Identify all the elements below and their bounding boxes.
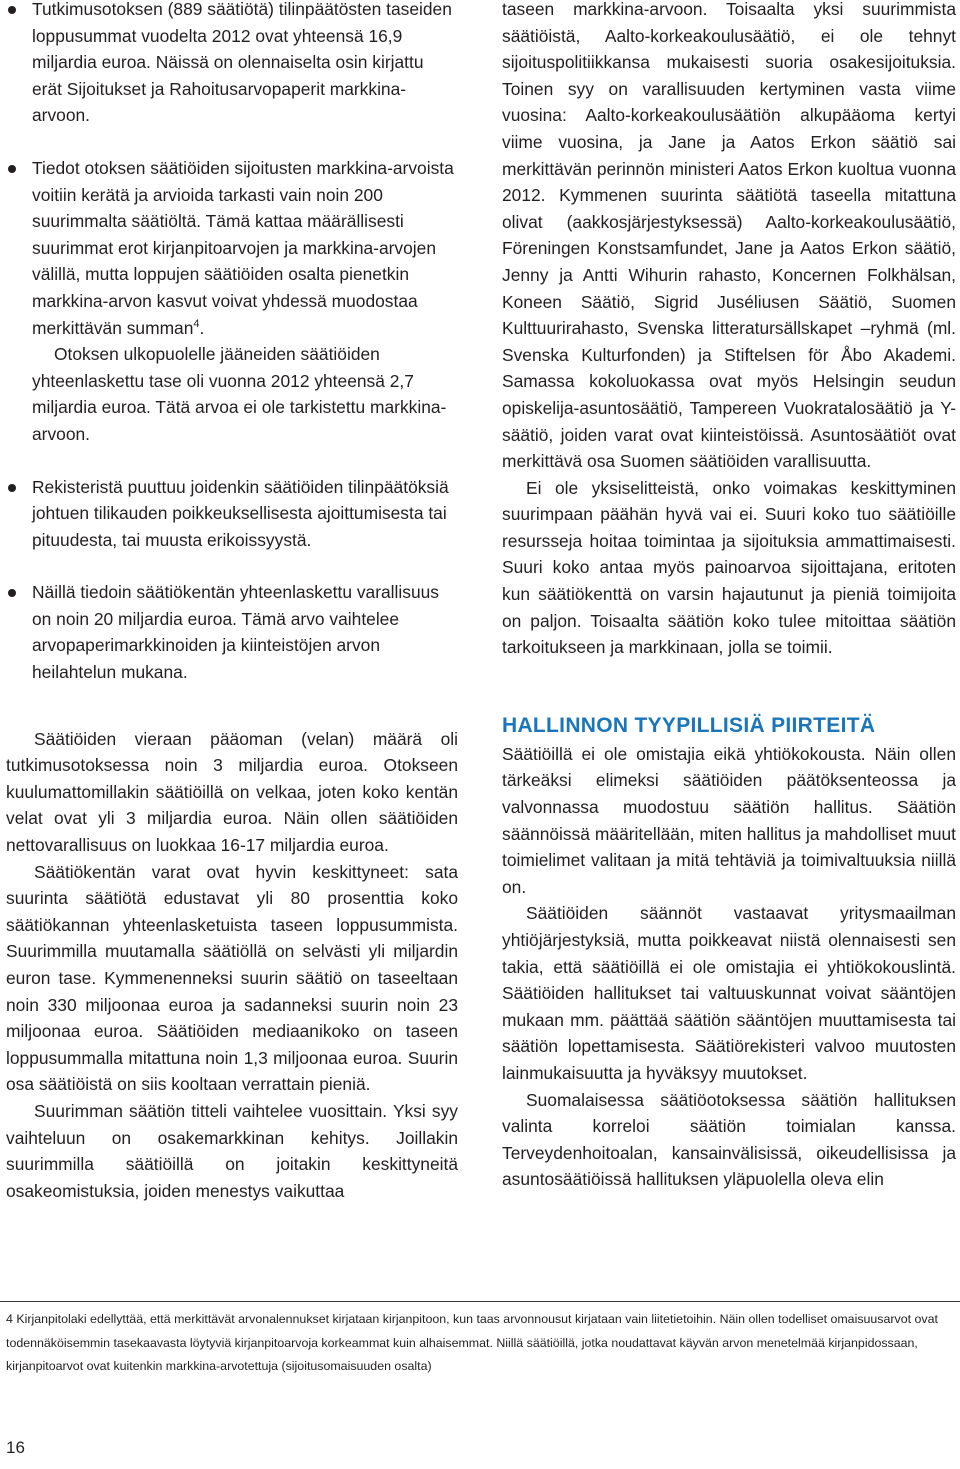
paragraph: Säätiökentän varat ovat hyvin keskittyneet: sata suurinta säätiötä edustavat yli 80 prosenttia koko säätiökannan yhteenlasketuista taseen loppusummista. Suurimmilla muutamalla säätiöllä on selvästi yli miljardin euron tase. Kymmenenneksi suurin säätiö on taseeltaan noin 330 miljoonaa euroa ja sadanneksi suurin noin 23 miljoonaa euroa. Säätiöiden mediaanikoko on taseen loppusummalla mitattuna noin 1,3 miljoonaa euroa. Suurin osa säätiöistä on siis kooltaan verrattain pieniä. [6, 861, 458, 1095]
bullet-text: Rekisteristä puuttuu joidenkin säätiöiden tilinpäätöksiä johtuen tilikauden poikkeuksellisesta ajoittumisesta tai pituudesta, tai muusta erikoissyystä. [32, 476, 449, 550]
footnote-ref[interactable]: 4 [193, 317, 200, 330]
bullet-item [6, 0, 458, 129]
bullet-item [6, 155, 458, 448]
bullet-text: Tutkimusotoksen (889 säätiötä) tilinpäätösten taseiden loppusummat vuodelta 2012 ovat yhteensä 16,9 miljardia euroa. Näissä on olennaiselta osin kirjattu erät Sijoitukset ja Rahoitusarvopaperit markkina-arvoon. [32, 0, 452, 126]
footnote-number: 4 [6, 1312, 13, 1326]
bullet-text-tail: . [199, 317, 205, 338]
bullet-list [6, 0, 458, 686]
bullet-item [6, 474, 458, 554]
body-text [6, 726, 458, 1205]
paragraph: taseen markkina-arvoon. Toisaalta yksi suurimmista säätiöistä, Aalto-korkeakoulusäätiö, ei ole tehnyt sijoituspolitiikkansa mukaisesti suoria osakesijoituksia. Toinen syy on varallisuuden kertyminen vasta viime vuosina: Aalto-korkeakoulusäätiön alkupääoma kertyi viime vuosina, ja Jane ja Aatos Erkon säätiö sai merkittävän perinnön ministeri Aatos Erkon kuoltua vuonna 2012. Kymmenen suurinta säätiötä taseella mitattuna olivat (aakkosjärjestyksessä) Aalto-korkeakoulusäätiö, Föreningen Konstsamfundet, Jane ja Aatos Erkon säätiö, Jenny ja Antti Wihurin rahasto, Koncernen Folkhälsan, Koneen Säätiö, Sigrid Juséliusen Säätiö, Suomen Kulttuurirahasto, Svenska litteratursällskapet –ryhmä (ml. Svenska Kulturfonden) ja Stiftelsen för Åbo Akademi. Samassa kokoluokassa ovat myös Helsingin seudun opiskelija-asuntosäätiö, Tampereen Vuokratalosäätiö ja Y-säätiö, joiden varat ovat kiinteistöissä. Asuntosäätiöt ovat merkittävä osa Suomen säätiöiden varallisuutta. [502, 0, 956, 472]
bullet-dot-icon [8, 6, 16, 14]
section-heading: HALLINNON TYYPILLISIÄ PIIRTEITÄ [502, 713, 876, 737]
footnote-divider [0, 1301, 960, 1302]
bullet-item [6, 579, 458, 685]
paragraph: Säätiöillä ei ole omistajia eikä yhtiökokousta. Näin ollen tärkeäksi elimeksi säätiöiden päätöksenteossa ja valvonnassa muodostuu säätiön hallitus. Säätiön säännöissä määritellään, miten hallitus ja mahdolliset muut toimielimet valitaan ja mitä tehtäviä ja toimivaltuuksia niillä on. [502, 743, 956, 897]
paragraph: Säätiöiden säännöt vastaavat yritysmaailman yhtiöjärjestyksiä, mutta poikkeavat niistä olennaisesti sen takia, että säätiöillä ei ole omistajia ei yhtiökokouslintä. Säätiöiden hallitukset tai valtuuskunnat voivat sääntöjen mukaan mm. päättää säätiön sääntöjen muuttamisesta tai säätiön lopettamisesta. Säätiörekisteri valvoo muutosten lainmukaisuutta ja hyväksyy muutokset. [502, 903, 956, 1083]
bullet-dot-icon [8, 589, 16, 597]
bullet-text [32, 155, 458, 341]
paragraph: Suomalaisessa säätiöotoksessa säätiön hallituksen valinta korreloi säätiön toimialan kanssa. Terveydenhoitoalan, kansainvälisissä, oikeudellisissa ja asuntosäätiöissä hallituksen yläpuolella oleva elin [502, 1089, 956, 1190]
bullet-text: Näillä tiedoin säätiökentän yhteenlaskettu varallisuus on noin 20 miljardia euroa. Tämä arvo vaihtelee arvopaperimarkkinoiden ja kiinteistöjen arvon heilahtelun mukana. [32, 582, 439, 683]
footnote-text: Kirjanpitolaki edellyttää, että merkittävät arvonalennukset kirjataan kirjanpitoon, kun taas arvonnousut kirjataan vain liitetietoihin. Näin ollen todelliset omaisuusarvot ovat todennäköisemmin tasekaavasta löytyviä kirjanpitoarvoja korkeammat kuin alhaisemmat. Niillä säätiöillä, jotka noudattavat käyvän arvon menetelmää kirjanpidossaan, kirjanpitoarvot ovat kuitenkin markkina-arvotettuja (sijoitusomaisuuden osalta) [6, 1312, 938, 1374]
paragraph: Suurimman säätiön titteli vaihtelee vuosittain. Yksi syy vaihteluun on osakemarkkinan kehitys. Joillakin suurimmilla säätiöillä on joitakin keskittyneitä osakeomistuksia, joiden menestys vaikuttaa [6, 1100, 458, 1201]
bullet-dot-icon [8, 484, 16, 492]
bullet-text-body: Tiedot otoksen säätiöiden sijoitusten markkina-arvoista voitiin kerätä ja arvioida tarkasti vain noin 200 suurimmalta säätiöltä. Tämä kattaa määrällisesti suurimmat erot kirjanpitoarvojen ja markkina-arvojen välillä, mutta loppujen säätiöiden osalta pienetkin markkina-arvon kasvut voivat yhdessä muodostaa merkittävän summan [32, 157, 454, 338]
paragraph: Ei ole yksiselitteistä, onko voimakas keskittyminen suurimpaan päähän hyvä vai ei. Suuri koko tuo säätiöille resursseja hoitaa toimintaa ja sijoituksia ammattimaisesti. Suuri koko antaa myös painoarvoa sijoittajana, eritoten kun säätiökenttä on varsin hajautunut ja pieniä toimijoita on paljon. Toisaalta säätiön koko tulee mitoittaa säätiön tarkoitukseen ja markkinaan, jolla se toimii. [502, 477, 956, 658]
bullet-dot-icon [8, 165, 16, 173]
footnote [6, 1308, 956, 1379]
page-number: 16 [6, 1438, 25, 1457]
bullet-text-continued: Otoksen ulkopuolelle jääneiden säätiöiden yhteenlaskettu tase oli vuonna 2012 yhteensä 2,7 miljardia euroa. Tätä arvoa ei ole tarkistettu markkina-arvoon. [32, 344, 447, 444]
left-column [6, 0, 458, 1204]
right-column [502, 0, 956, 1193]
paragraph: Säätiöiden vieraan pääoman (velan) määrä oli tutkimusotoksessa noin 3 miljardia euroa. Otokseen kuulumattomillakin säätiöillä on velkaa, joten koko kentän velat ovat yli 3 miljardia euroa. Näin ollen säätiöiden nettovarallisuus on luokkaa 16-17 miljardia euroa. [6, 728, 458, 856]
